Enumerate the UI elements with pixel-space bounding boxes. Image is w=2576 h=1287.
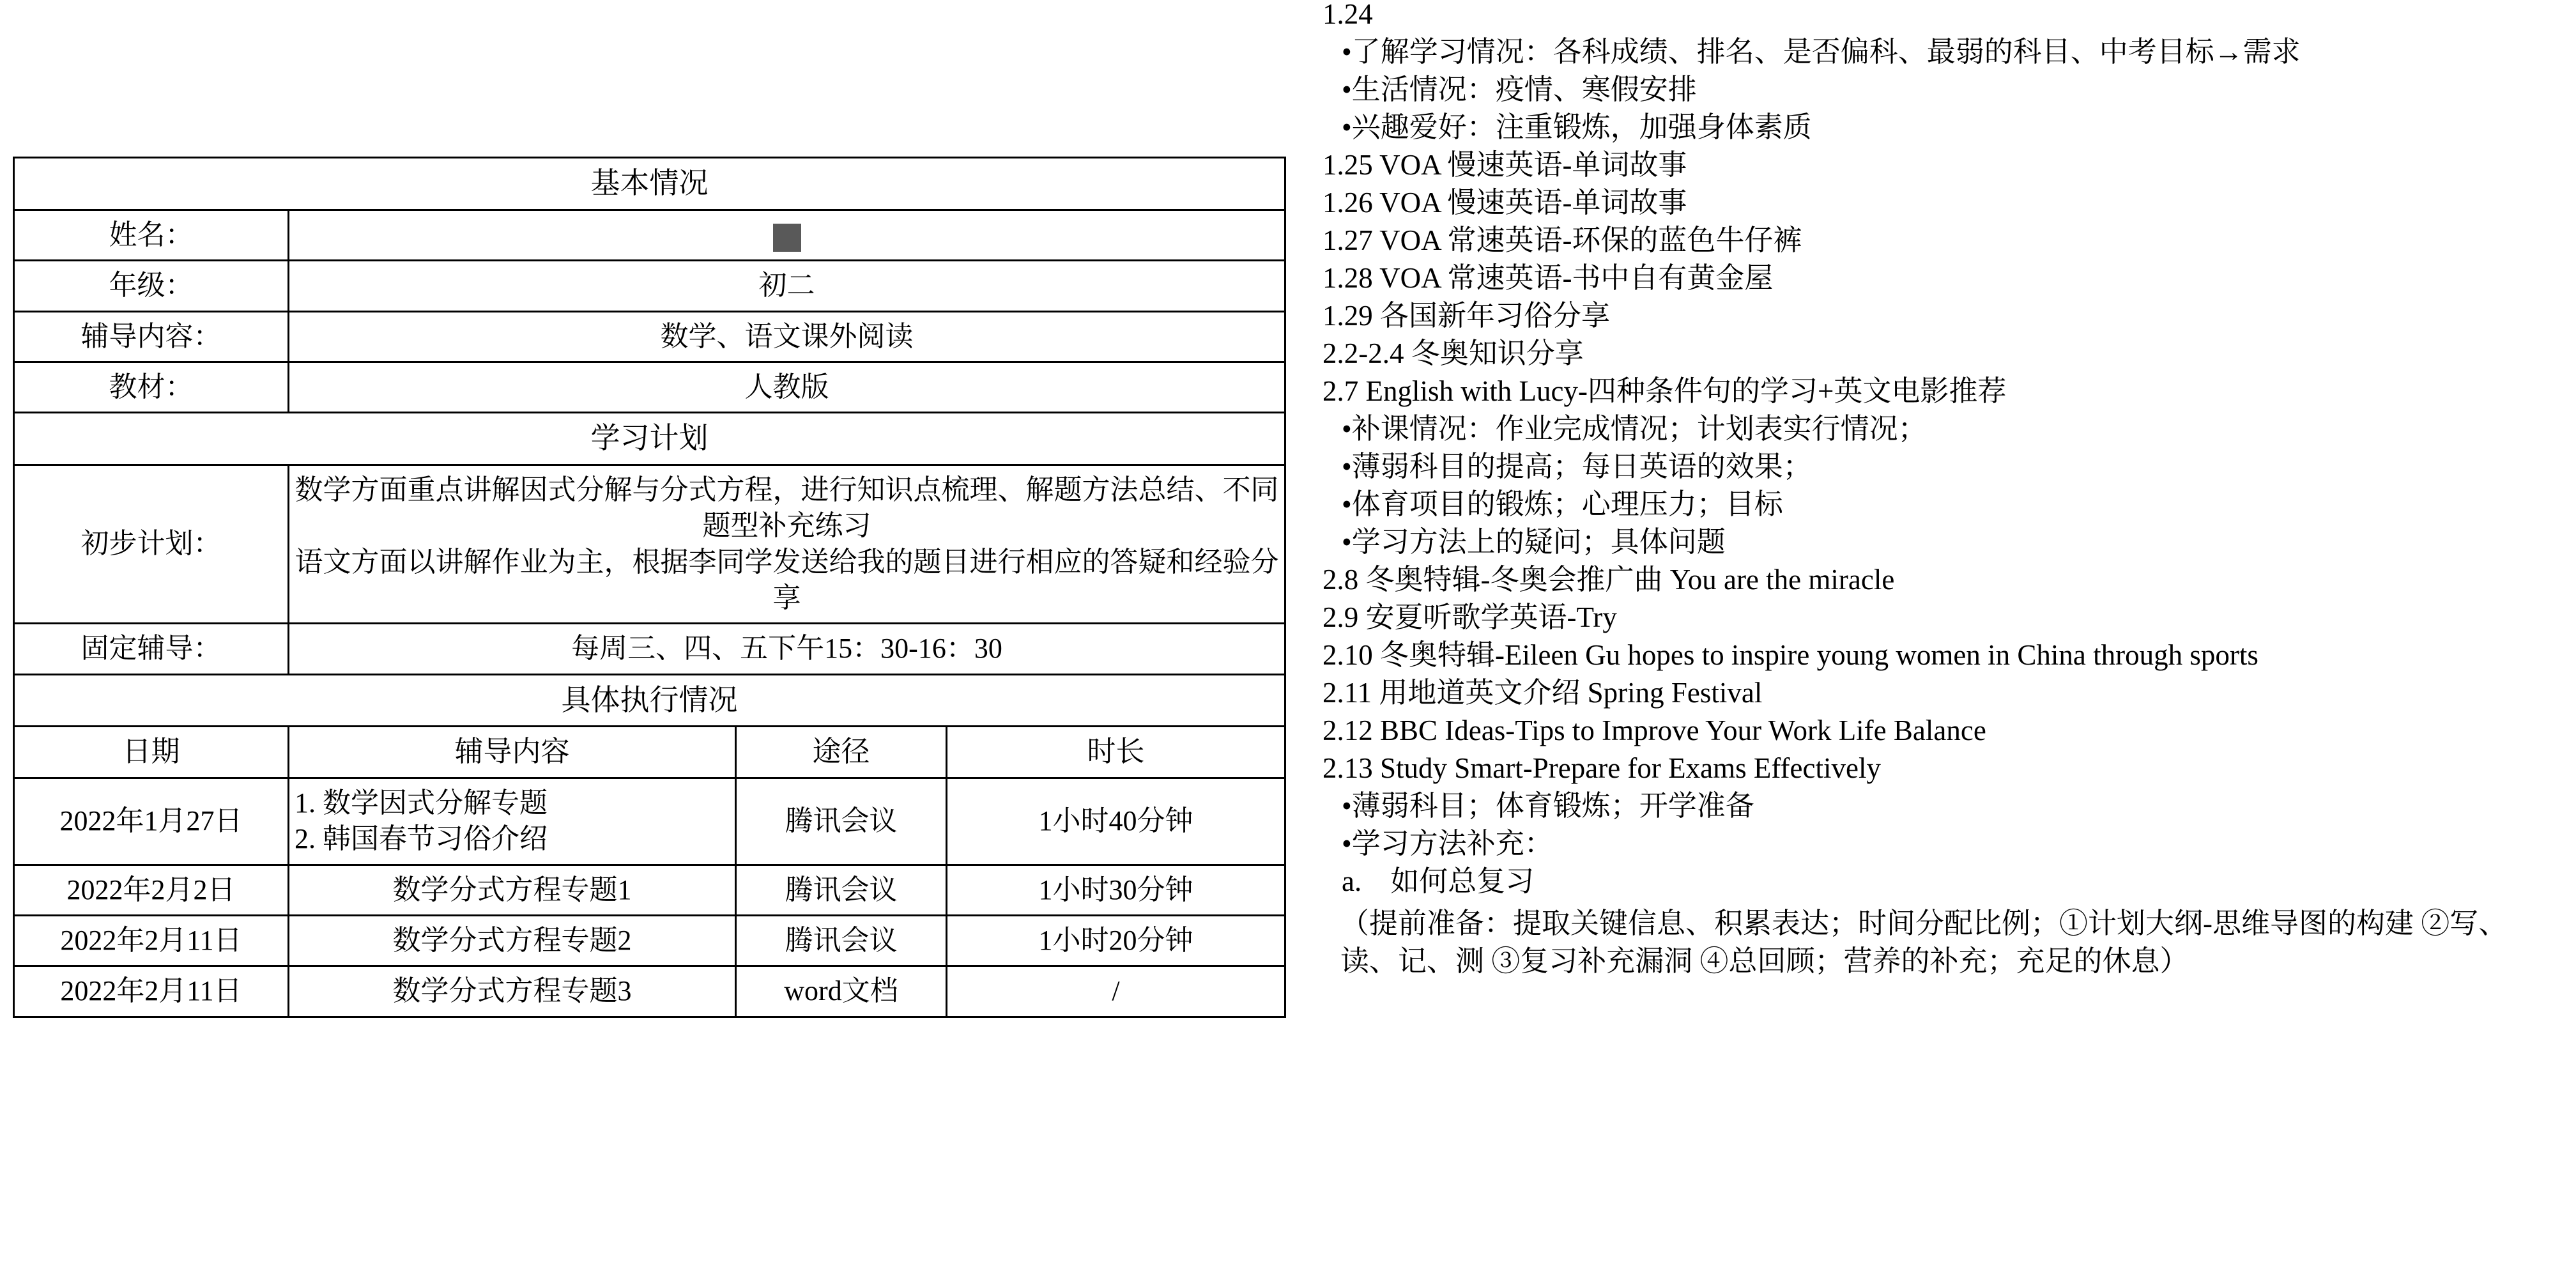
list-item: •学习方法补充： — [1342, 828, 1553, 859]
table-row-subject — [14, 311, 1285, 362]
table-row-initial-plan — [14, 465, 1285, 624]
cell-way: 腾讯会议 — [736, 865, 947, 915]
label-name: 姓名： — [14, 210, 289, 260]
table-row-textbook — [14, 362, 1285, 412]
list-item: 2.10 冬奥特辑-Eileen Gu hopes to inspire young women in China through sports — [1322, 639, 2258, 671]
section-title-plan: 学习计划 — [14, 413, 1285, 465]
list-item: （提前准备：提取关键信息、积累表达；时间分配比例；①计划大纲-思维导图的构建 ②写、读、记、测 ③复习补充漏洞 ④总回顾；营养的补充；充足的休息） — [1340, 907, 2508, 978]
list-item: 2.9 安夏听歌学英语-Try — [1322, 601, 1617, 633]
cell-content-line: 1. 数学因式分解专题 — [295, 787, 548, 819]
cell-date: 2022年1月27日 — [14, 778, 289, 865]
cell-duration: / — [947, 966, 1285, 1017]
list-item: 2.8 冬奥特辑-冬奥会推广曲 You are the miracle — [1322, 564, 1895, 596]
list-item: 1.28 VOA 常速英语-书中自有黄金屋 — [1322, 262, 1774, 294]
list-item: •了解学习情况：各科成绩、排名、是否偏科、最弱的科目、中考目标→需求 — [1342, 36, 2301, 68]
initial-plan-line-1: 数学方面重点讲解因式分解与分式方程，进行知识点梳理、解题方法总结、不同题型补充练习 — [295, 474, 1279, 542]
list-item: •兴趣爱好：注重锻炼，加强身体素质 — [1342, 111, 1812, 143]
column-header-duration: 时长 — [947, 727, 1285, 778]
table-row-fixed-schedule — [14, 624, 1285, 674]
value-name-redacted — [289, 210, 1285, 260]
list-item: 1.29 各国新年习俗分享 — [1322, 300, 1611, 332]
table-row — [14, 865, 1285, 915]
label-initial-plan: 初步计划： — [14, 465, 289, 624]
value-initial-plan — [289, 465, 1285, 624]
label-grade: 年级： — [14, 261, 289, 311]
column-header-content: 辅导内容 — [289, 727, 736, 778]
list-item: 2.12 BBC Ideas-Tips to Improve Your Work Life Balance — [1322, 714, 1986, 746]
list-item: •体育项目的锻炼；心理压力；目标 — [1342, 488, 1783, 520]
cell-date: 2022年2月11日 — [14, 915, 289, 966]
label-textbook: 教材： — [14, 362, 289, 412]
list-item: •补课情况：作业完成情况；计划表实行情况； — [1342, 413, 1927, 445]
value-fixed-schedule: 每周三、四、五下午15：30-16：30 — [289, 624, 1285, 674]
column-header-way: 途径 — [736, 727, 947, 778]
cell-way: 腾讯会议 — [736, 778, 947, 865]
cell-content: 数学分式方程专题2 — [289, 915, 736, 966]
table-row-section-basic — [14, 158, 1285, 210]
session-log-notes — [1322, 0, 2562, 990]
label-fixed-schedule: 固定辅导： — [14, 624, 289, 674]
list-item: 1.24 — [1322, 0, 1373, 30]
list-item: 2.13 Study Smart-Prepare for Exams Effectively — [1322, 752, 1881, 784]
section-title-execution: 具体执行情况 — [14, 674, 1285, 727]
table-row — [14, 966, 1285, 1017]
section-title-basic: 基本情况 — [14, 158, 1285, 210]
value-textbook: 人教版 — [289, 362, 1285, 412]
list-item: 2.11 用地道英文介绍 Spring Festival — [1322, 677, 1763, 709]
column-header-date: 日期 — [14, 727, 289, 778]
list-item: 1.27 VOA 常速英语-环保的蓝色牛仔裤 — [1322, 224, 1802, 256]
cell-date: 2022年2月11日 — [14, 966, 289, 1017]
list-item: •学习方法上的疑问；具体问题 — [1342, 526, 1726, 558]
label-subject: 辅导内容： — [14, 311, 289, 362]
cell-way: word文档 — [736, 966, 947, 1017]
list-item: a. 如何总复习 — [1342, 865, 1535, 897]
table-row-section-execution — [14, 674, 1285, 727]
list-item: 1.26 VOA 慢速英语-单词故事 — [1322, 187, 1687, 219]
cell-content: 数学分式方程专题3 — [289, 966, 736, 1017]
cell-duration: 1小时20分钟 — [947, 915, 1285, 966]
value-grade: 初二 — [289, 261, 1285, 311]
cell-duration: 1小时40分钟 — [947, 778, 1285, 865]
table-row-grade — [14, 261, 1285, 311]
table-header-row-execution — [14, 727, 1285, 778]
cell-way: 腾讯会议 — [736, 915, 947, 966]
list-item: •薄弱科目；体育锻炼；开学准备 — [1342, 790, 1754, 822]
list-item: 2.7 English with Lucy-四种条件句的学习+英文电影推荐 — [1322, 375, 2007, 407]
tutoring-record-table-container — [13, 157, 1291, 1018]
table-row — [14, 915, 1285, 966]
list-item: 2.2-2.4 冬奥知识分享 — [1322, 337, 1584, 369]
redaction-block — [773, 224, 801, 252]
table-row-section-plan — [14, 413, 1285, 465]
cell-date: 2022年2月2日 — [14, 865, 289, 915]
table-row — [14, 778, 1285, 865]
cell-content: 数学分式方程专题1 — [289, 865, 736, 915]
cell-content-line: 2. 韩国春节习俗介绍 — [295, 823, 548, 855]
table-row-name — [14, 210, 1285, 260]
initial-plan-line-2: 语文方面以讲解作业为主，根据李同学发送给我的题目进行相应的答疑和经验分享 — [295, 546, 1279, 613]
list-item: •薄弱科目的提高；每日英语的效果； — [1342, 451, 1812, 482]
value-subject: 数学、语文课外阅读 — [289, 311, 1285, 362]
list-item: •生活情况：疫情、寒假安排 — [1342, 73, 1697, 105]
tutoring-record-table — [13, 157, 1286, 1018]
list-item: 1.25 VOA 慢速英语-单词故事 — [1322, 149, 1687, 181]
cell-content — [289, 778, 736, 865]
cell-duration: 1小时30分钟 — [947, 865, 1285, 915]
